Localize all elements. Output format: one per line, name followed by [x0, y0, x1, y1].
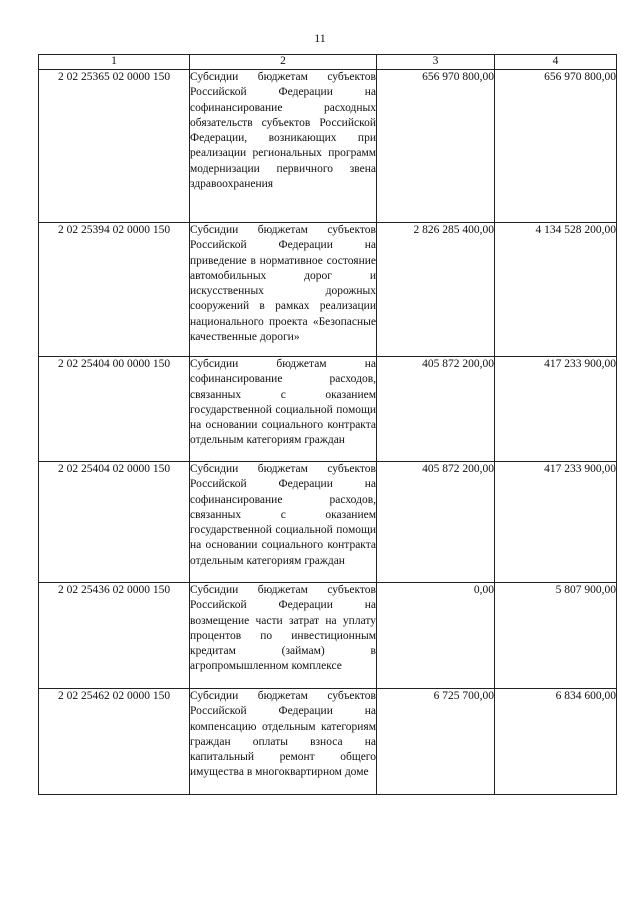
table-row	[39, 583, 617, 689]
amount-col4: 5 807 900,00	[495, 583, 617, 689]
budget-table	[38, 54, 617, 795]
amount-col3: 405 872 200,00	[377, 357, 495, 462]
amount-col3: 0,00	[377, 583, 495, 689]
budget-code: 2 02 25394 02 0000 150	[39, 223, 190, 357]
amount-col3: 405 872 200,00	[377, 462, 495, 583]
amount-col3: 6 725 700,00	[377, 689, 495, 795]
income-description: Субсидии бюджетам субъектов Российской Федерации на софинансирование расходных обязательств субъектов Российской Федерации, возникающих при реализации региональных программ модернизации первичного звена здравоохранения	[190, 70, 377, 223]
income-description: Субсидии бюджетам субъектов Российской Федерации на софинансирование расходов, связанных с оказанием государственной социальной помощи на основании социального контракта отдельным категориям граждан	[190, 462, 377, 583]
amount-col4: 656 970 800,00	[495, 70, 617, 223]
table-row	[39, 223, 617, 357]
table-header-row	[39, 55, 617, 70]
column-header-1: 1	[39, 55, 190, 70]
income-description: Субсидии бюджетам субъектов Российской Федерации на приведение в нормативное состояние автомобильных дорог и искусственных дорожных сооружений в рамках реализации национального проекта «Безопасные качественные дороги»	[190, 223, 377, 357]
amount-col3: 656 970 800,00	[377, 70, 495, 223]
amount-col4: 417 233 900,00	[495, 462, 617, 583]
income-description: Субсидии бюджетам на софинансирование расходов, связанных с оказанием государственной социальной помощи на основании социального контракта отдельным категориям граждан	[190, 357, 377, 462]
table-row	[39, 70, 617, 223]
amount-col4: 417 233 900,00	[495, 357, 617, 462]
income-description: Субсидии бюджетам субъектов Российской Федерации на компенсацию отдельным категориям граждан оплаты взноса на капитальный ремонт общего имущества в многоквартирном доме	[190, 689, 377, 795]
amount-col4: 6 834 600,00	[495, 689, 617, 795]
income-description: Субсидии бюджетам субъектов Российской Федерации на возмещение части затрат на уплату процентов по инвестиционным кредитам (займам) в агропромышленном комплексе	[190, 583, 377, 689]
budget-code: 2 02 25404 02 0000 150	[39, 462, 190, 583]
table-row	[39, 689, 617, 795]
budget-code: 2 02 25404 00 0000 150	[39, 357, 190, 462]
amount-col3: 2 826 285 400,00	[377, 223, 495, 357]
column-header-4: 4	[495, 55, 617, 70]
table-row	[39, 357, 617, 462]
amount-col4: 4 134 528 200,00	[495, 223, 617, 357]
budget-code: 2 02 25365 02 0000 150	[39, 70, 190, 223]
budget-code: 2 02 25436 02 0000 150	[39, 583, 190, 689]
table-row	[39, 462, 617, 583]
page-number: 11	[314, 31, 326, 45]
budget-code: 2 02 25462 02 0000 150	[39, 689, 190, 795]
column-header-2: 2	[190, 55, 377, 70]
column-header-3: 3	[377, 55, 495, 70]
